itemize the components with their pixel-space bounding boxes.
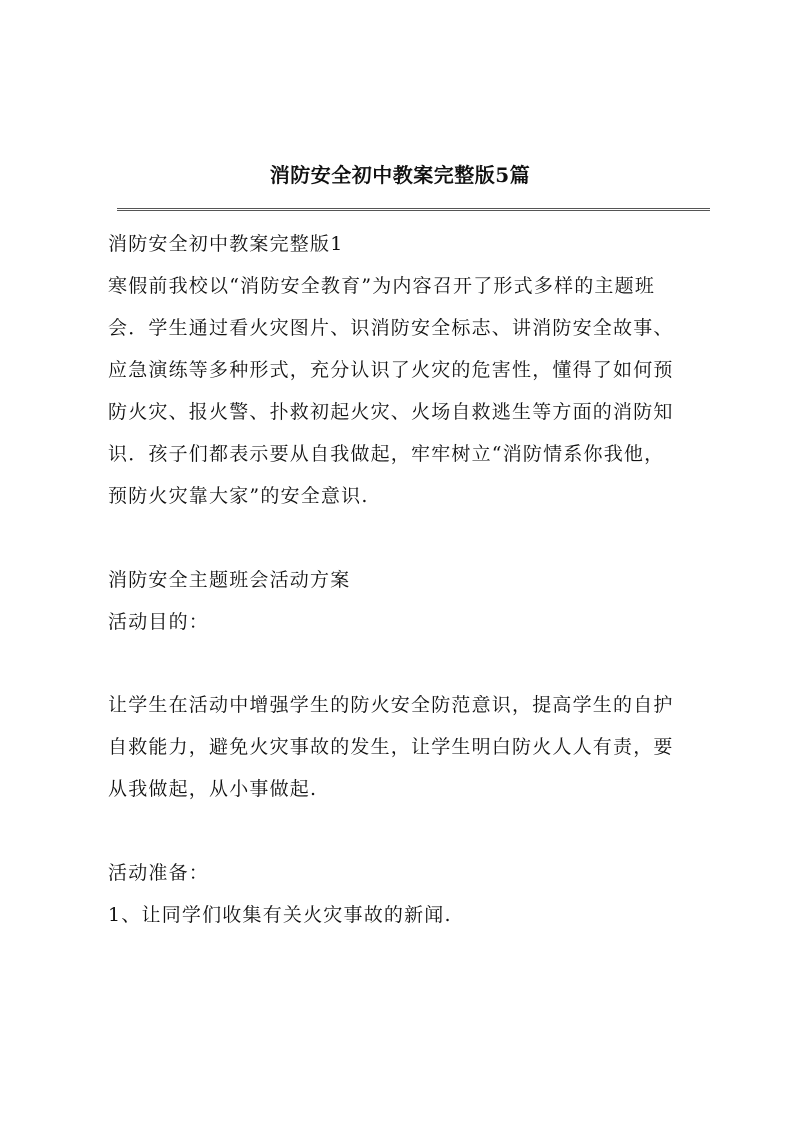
title-divider [117,208,710,211]
section-heading-1: 消防安全初中教案完整版1 [108,233,344,255]
paragraph-line: 会．学生通过看火灾图片、识消防安全标志、讲消防安全故事、 [108,317,674,339]
paragraph-line: 从我做起，从小事做起. [108,778,318,800]
document-title: 消防安全初中教案完整版5篇 [269,163,531,187]
paragraph-line: 寒假前我校以“消防安全教育”为内容召开了形式多样的主题班 [108,275,656,297]
paragraph-line: 应急演练等多种形式，充分认识了火灾的危害性，懂得了如何预 [108,359,674,381]
section-heading-2: 消防安全主题班会活动方案 [108,569,351,591]
subheading-purpose: 活动目的： [108,611,210,633]
paragraph-line: 识．孩子们都表示要从自我做起，牢牢树立“消防情系你我他， [108,443,665,465]
list-item: 1、让同学们收集有关火灾事故的新闻. [108,904,452,926]
paragraph-line: 防火灾、报火警、扑救初起火灾、火场自救逃生等方面的消防知 [108,401,674,423]
subheading-preparation: 活动准备： [108,862,210,884]
paragraph-line: 预防火灾靠大家”的安全意识. [108,485,369,507]
paragraph-line: 让学生在活动中增强学生的防火安全防范意识，提高学生的自护 [108,694,674,716]
paragraph-line: 自救能力，避免火灾事故的发生，让学生明白防火人人有责，要 [108,736,674,758]
